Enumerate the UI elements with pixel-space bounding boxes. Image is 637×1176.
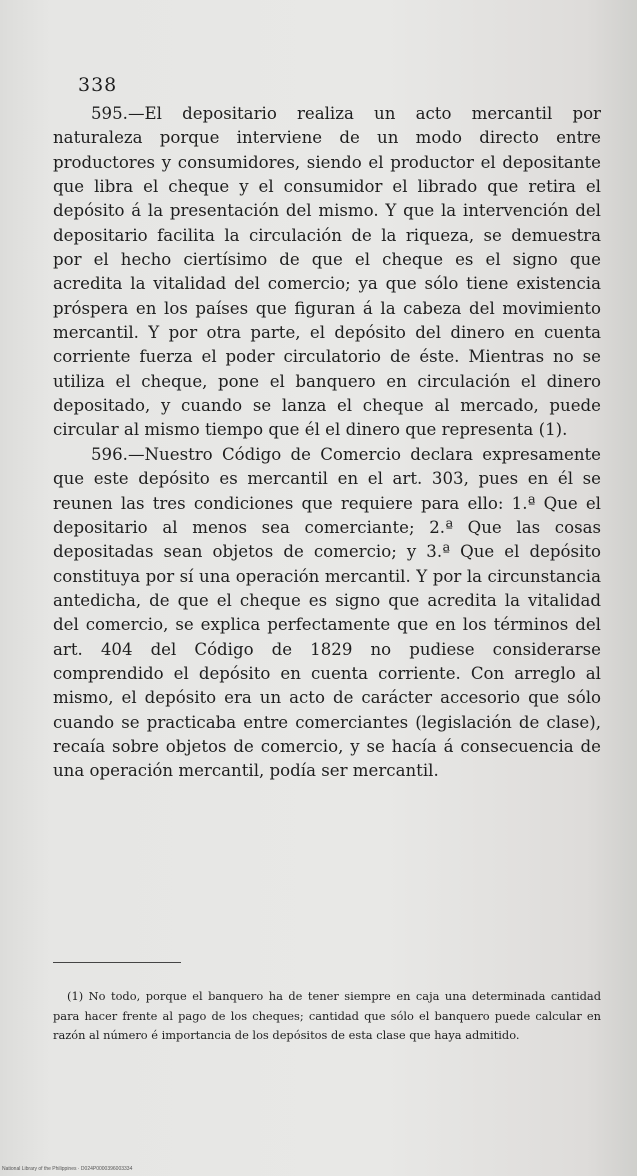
body-text [53,102,601,784]
scan-caption: National Library of the Philippines · D024P0000396003334 [2,1166,133,1172]
paragraph-595: 595.—El depositario realiza un acto mercantil por naturaleza porque interviene de un modo directo entre productores y consumidores, siendo el productor el depositante que libra el cheque y el consumidor el librado que retira el depósito á la presentación del mismo. Y que la intervención del depositario facilita la circulación de la riqueza, se demuestra por el hecho ciertísimo de que el cheque es el signo que acredita la vitalidad del comercio; ya que sólo tiene existencia próspera en los países que figuran á la cabeza del movimiento mercantil. Y por otra parte, el depósito del dinero en cuenta corriente fuerza el poder circulatorio de éste. Mientras no se utiliza el cheque, pone el banquero en circulación el dinero depositado, y cuando se lanza el cheque al mercado, puede circular al mismo tiempo que él el dinero que representa (1). [53,104,601,440]
page-number: 338 [78,74,118,96]
paragraph-596: 596.—Nuestro Código de Comercio declara expresamente que este depósito es mercantil en el art. 303, pues en él se reunen las tres condiciones que requiere para ello: 1.ª Que el depositario al menos sea comerciante; 2.ª Que las cosas depositadas sean objetos de comercio; y 3.ª Que el depósito constituya por sí una operación mercantil. Y por la circunstancia antedicha, de que el cheque es signo que acredita la vitalidad del comercio, se explica perfectamente que en los términos del art. 404 del Código de 1829 no pudiese considerarse comprendido el depósito en cuenta corriente. Con arreglo al mismo, el depósito era un acto de carácter accesorio que sólo cuando se practicaba entre comerciantes (legislación de clase), recaía sobre objetos de comercio, y se hacía á consecuencia de una operación mercantil, podía ser mercantil. [53,444,601,781]
footnote-divider [53,962,181,963]
footnote: (1) No todo, porque el banquero ha de tener siempre en caja una determinada cantidad para hacer frente al pago de los cheques; cantidad que sólo el banquero puede calcular en razón al número é importancia de los depósitos de esta clase que haya admitido. [53,989,601,1042]
